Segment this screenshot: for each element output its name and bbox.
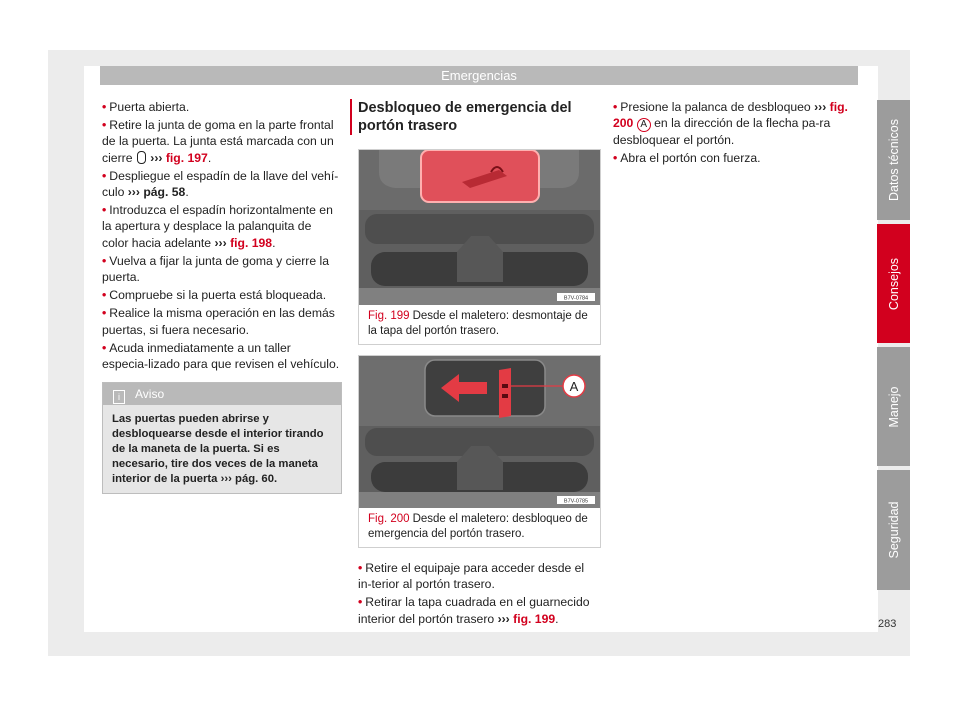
list-item: • Vuelva a fijar la junta de goma y cierre la puerta. <box>102 253 329 285</box>
list-item: • Introduzca el espadín horizontalmente en la apertura y desplace la palanquita de color hacia adelante ››› fig. 198. <box>102 203 333 250</box>
fig-198-link[interactable]: fig. 198 <box>230 235 273 250</box>
info-icon: i <box>113 390 125 404</box>
figure-code: B7V-0784 <box>563 295 589 302</box>
tab-consejos[interactable]: Consejos <box>877 224 910 343</box>
figure-label: Fig. 200 <box>368 513 410 525</box>
bullet-dot: • <box>102 168 107 183</box>
trunk-cover-illustration <box>359 150 600 305</box>
fig-199-link[interactable]: fig. 199 <box>513 611 556 626</box>
left-column <box>102 99 340 494</box>
tab-seguridad[interactable]: Seguridad <box>877 470 910 590</box>
chapter-header: Emergencias <box>100 66 858 85</box>
list-item: • Realice la misma operación en las demás puertas, si fuera necesario. <box>102 306 335 337</box>
fig-200-link[interactable]: fig. 200 <box>613 100 848 131</box>
bullet-dot: • <box>102 306 107 321</box>
list-item: • Puerta abierta. <box>102 100 190 114</box>
figure-200 <box>358 355 601 548</box>
middle-column <box>358 99 601 629</box>
right-column <box>613 99 858 169</box>
notice-box <box>102 382 342 494</box>
callout-a-icon: A <box>637 118 651 132</box>
tab-manejo[interactable]: Manejo <box>877 347 910 466</box>
notice-title: Aviso <box>135 387 165 402</box>
bullet-dot: • <box>102 253 107 268</box>
list-item: • Retire el equipaje para acceder desde el in-terior al portón trasero. <box>358 561 585 592</box>
list-item: • Abra el portón con fuerza. <box>613 151 761 166</box>
bullet-dot: • <box>102 203 107 218</box>
page-60-link[interactable]: pág. 60 <box>235 473 274 486</box>
bullet-dot: • <box>102 288 107 303</box>
callout-a-label: A <box>569 379 579 394</box>
list-item: • Compruebe si la puerta está bloqueada. <box>102 288 327 303</box>
figure-199 <box>358 149 601 345</box>
section-title: Desbloqueo de emergencia del portón trasero <box>350 99 601 135</box>
release-lever-illustration <box>359 356 600 508</box>
figure-caption: Fig. 199 Desde el maletero: desmontaje de la tapa del portón trasero. <box>368 310 588 337</box>
bullet-dot: • <box>102 100 107 114</box>
bullet-dot: • <box>358 561 363 575</box>
tab-datos-tecnicos[interactable]: Datos técnicos <box>877 100 910 220</box>
fig-197-link[interactable]: fig. 197 <box>165 150 208 165</box>
figure-label: Fig. 199 <box>368 310 410 322</box>
bullet-dot: • <box>613 100 618 114</box>
list-item: • Acuda inmediatamente a un taller especia-lizado para que revisen el vehículo. <box>102 340 340 372</box>
bullet-dot: • <box>358 595 363 610</box>
page-number: 283 <box>878 618 897 630</box>
seal-lock-icon <box>137 151 146 164</box>
bullet-dot: • <box>102 118 107 133</box>
figure-caption: Fig. 200 Desde el maletero: desbloqueo de emergencia del portón trasero. <box>368 513 588 540</box>
list-item: • Presione la palanca de desbloqueo ››› fig. 200 A en la dirección de la flecha pa-ra desbloquear el portón. <box>613 100 848 148</box>
list-item: • Retire la junta de goma en la parte frontal de la puerta. La junta está marcada con un cierre ››› fig. 197. <box>102 118 334 165</box>
bullet-dot: • <box>613 151 618 166</box>
list-item: • Despliegue el espadín de la llave del vehí-culo ››› pág. 58. <box>102 168 339 200</box>
middle-steps <box>358 560 601 627</box>
notice-body: Las puertas pueden abrirse y desbloquearse desde el interior tirando de la maneta de la puerta. Si es necesario, tire dos veces de la maneta interior de la puerta ››› pág. 60. <box>103 405 341 493</box>
bullet-dot: • <box>102 340 107 355</box>
notice-header <box>103 383 341 405</box>
page-58-link[interactable]: pág. 58 <box>143 185 186 200</box>
list-item: • Retirar la tapa cuadrada en el guarnecido interior del portón trasero ››› fig. 199. <box>358 595 590 626</box>
figure-code: B7V-0785 <box>563 498 589 505</box>
